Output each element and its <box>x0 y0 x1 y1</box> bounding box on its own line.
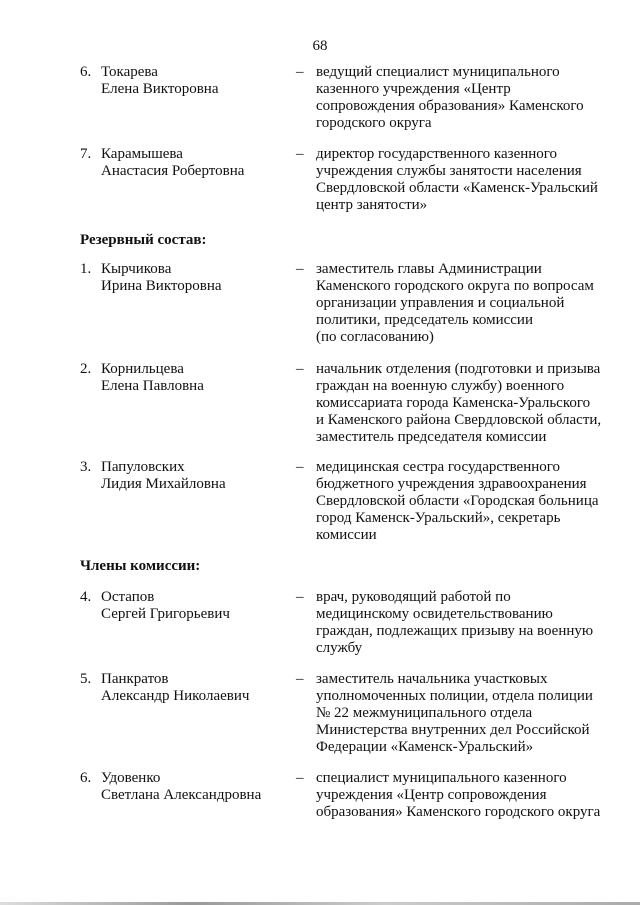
given-names: Светлана Александровна <box>101 787 262 803</box>
item-number: 1. <box>80 261 92 277</box>
role-line: политики, председатель комиссии <box>316 312 533 328</box>
item-number: 5. <box>80 671 92 687</box>
role-line: городского округа <box>316 115 432 131</box>
given-names: Ирина Викторовна <box>101 278 222 294</box>
item-number: 7. <box>80 146 92 162</box>
position-description <box>316 589 616 657</box>
surname: Токарева <box>101 64 158 80</box>
position-description <box>316 459 616 544</box>
person-name <box>101 361 286 395</box>
role-line: комиссариата города Каменска-Уральского <box>316 395 591 411</box>
role-line: центр занятости» <box>316 197 428 213</box>
dash: – <box>296 361 304 377</box>
role-line: комиссии <box>316 527 377 543</box>
position-description <box>316 770 616 821</box>
role-line: службу <box>316 640 363 656</box>
person-name <box>101 589 286 623</box>
role-line: учреждения «Центр сопровождения <box>316 787 547 803</box>
surname: Карамышева <box>101 146 183 162</box>
surname: Панкратов <box>101 671 169 687</box>
role-line: Федерации «Каменск-Уральский» <box>316 739 534 755</box>
position-description <box>316 261 616 346</box>
given-names: Лидия Михайловна <box>101 476 226 492</box>
surname: Кырчикова <box>101 261 172 277</box>
members-section-heading: Члены комиссии: <box>80 558 201 574</box>
item-number: 3. <box>80 459 92 475</box>
person-name <box>101 261 286 295</box>
given-names: Александр Николаевич <box>101 688 250 704</box>
surname: Удовенко <box>101 770 161 786</box>
dash: – <box>296 261 304 277</box>
surname: Остапов <box>101 589 155 605</box>
role-line: Свердловской области «Каменск-Уральский <box>316 180 598 196</box>
role-line: организации управления и социальной <box>316 295 565 311</box>
role-line: (по согласованию) <box>316 329 434 345</box>
dash: – <box>296 64 304 80</box>
role-line: уполномоченных полиции, отдела полиции <box>316 688 593 704</box>
given-names: Елена Павловна <box>101 378 204 394</box>
role-line: образования» Каменского городского округа <box>316 804 601 820</box>
position-description <box>316 361 616 446</box>
dash: – <box>296 770 304 786</box>
dash: – <box>296 146 304 162</box>
role-line: Министерства внутренних дел Российской <box>316 722 590 738</box>
surname: Папуловских <box>101 459 185 475</box>
item-number: 6. <box>80 64 92 80</box>
role-line: бюджетного учреждения здравоохранения <box>316 476 587 492</box>
role-line: № 22 межмуниципального отдела <box>316 705 533 721</box>
person-name <box>101 459 286 493</box>
person-name <box>101 64 286 98</box>
position-description <box>316 671 616 756</box>
dash: – <box>296 459 304 475</box>
person-name <box>101 770 286 804</box>
role-line: Каменского городского округа по вопросам <box>316 278 594 294</box>
position-description <box>316 146 616 214</box>
surname: Корнильцева <box>101 361 184 377</box>
dash: – <box>296 671 304 687</box>
role-line: заместитель начальника участковых <box>316 671 548 687</box>
role-line: заместитель главы Администрации <box>316 261 542 277</box>
role-line: Свердловской области «Городская больница <box>316 493 599 509</box>
reserve-section-heading: Резервный состав: <box>80 232 207 248</box>
role-line: медицинская сестра государственного <box>316 459 561 475</box>
role-line: специалист муниципального казенного <box>316 770 567 786</box>
dash: – <box>296 589 304 605</box>
given-names: Сергей Григорьевич <box>101 606 230 622</box>
role-line: заместитель председателя комиссии <box>316 429 547 445</box>
position-description <box>316 64 616 132</box>
role-line: врач, руководящий работой по <box>316 589 511 605</box>
item-number: 2. <box>80 361 92 377</box>
role-line: казенного учреждения «Центр <box>316 81 511 97</box>
role-line: граждан, подлежащих призыву на военную <box>316 623 594 639</box>
page-number: 68 <box>312 38 328 54</box>
role-line: граждан на военную службу) военного <box>316 378 565 394</box>
item-number: 4. <box>80 589 92 605</box>
given-names: Анастасия Робертовна <box>101 163 245 179</box>
person-name <box>101 146 286 180</box>
role-line: сопровождения образования» Каменского <box>316 98 584 114</box>
item-number: 6. <box>80 770 92 786</box>
person-name <box>101 671 286 705</box>
role-line: и Каменского района Свердловской области, <box>316 412 602 428</box>
role-line: начальник отделения (подготовки и призыва <box>316 361 601 377</box>
role-line: город Каменск-Уральский», секретарь <box>316 510 561 526</box>
given-names: Елена Викторовна <box>101 81 219 97</box>
role-line: ведущий специалист муниципального <box>316 64 560 80</box>
role-line: учреждения службы занятости населения <box>316 163 582 179</box>
role-line: директор государственного казенного <box>316 146 558 162</box>
role-line: медицинскому освидетельствованию <box>316 606 553 622</box>
